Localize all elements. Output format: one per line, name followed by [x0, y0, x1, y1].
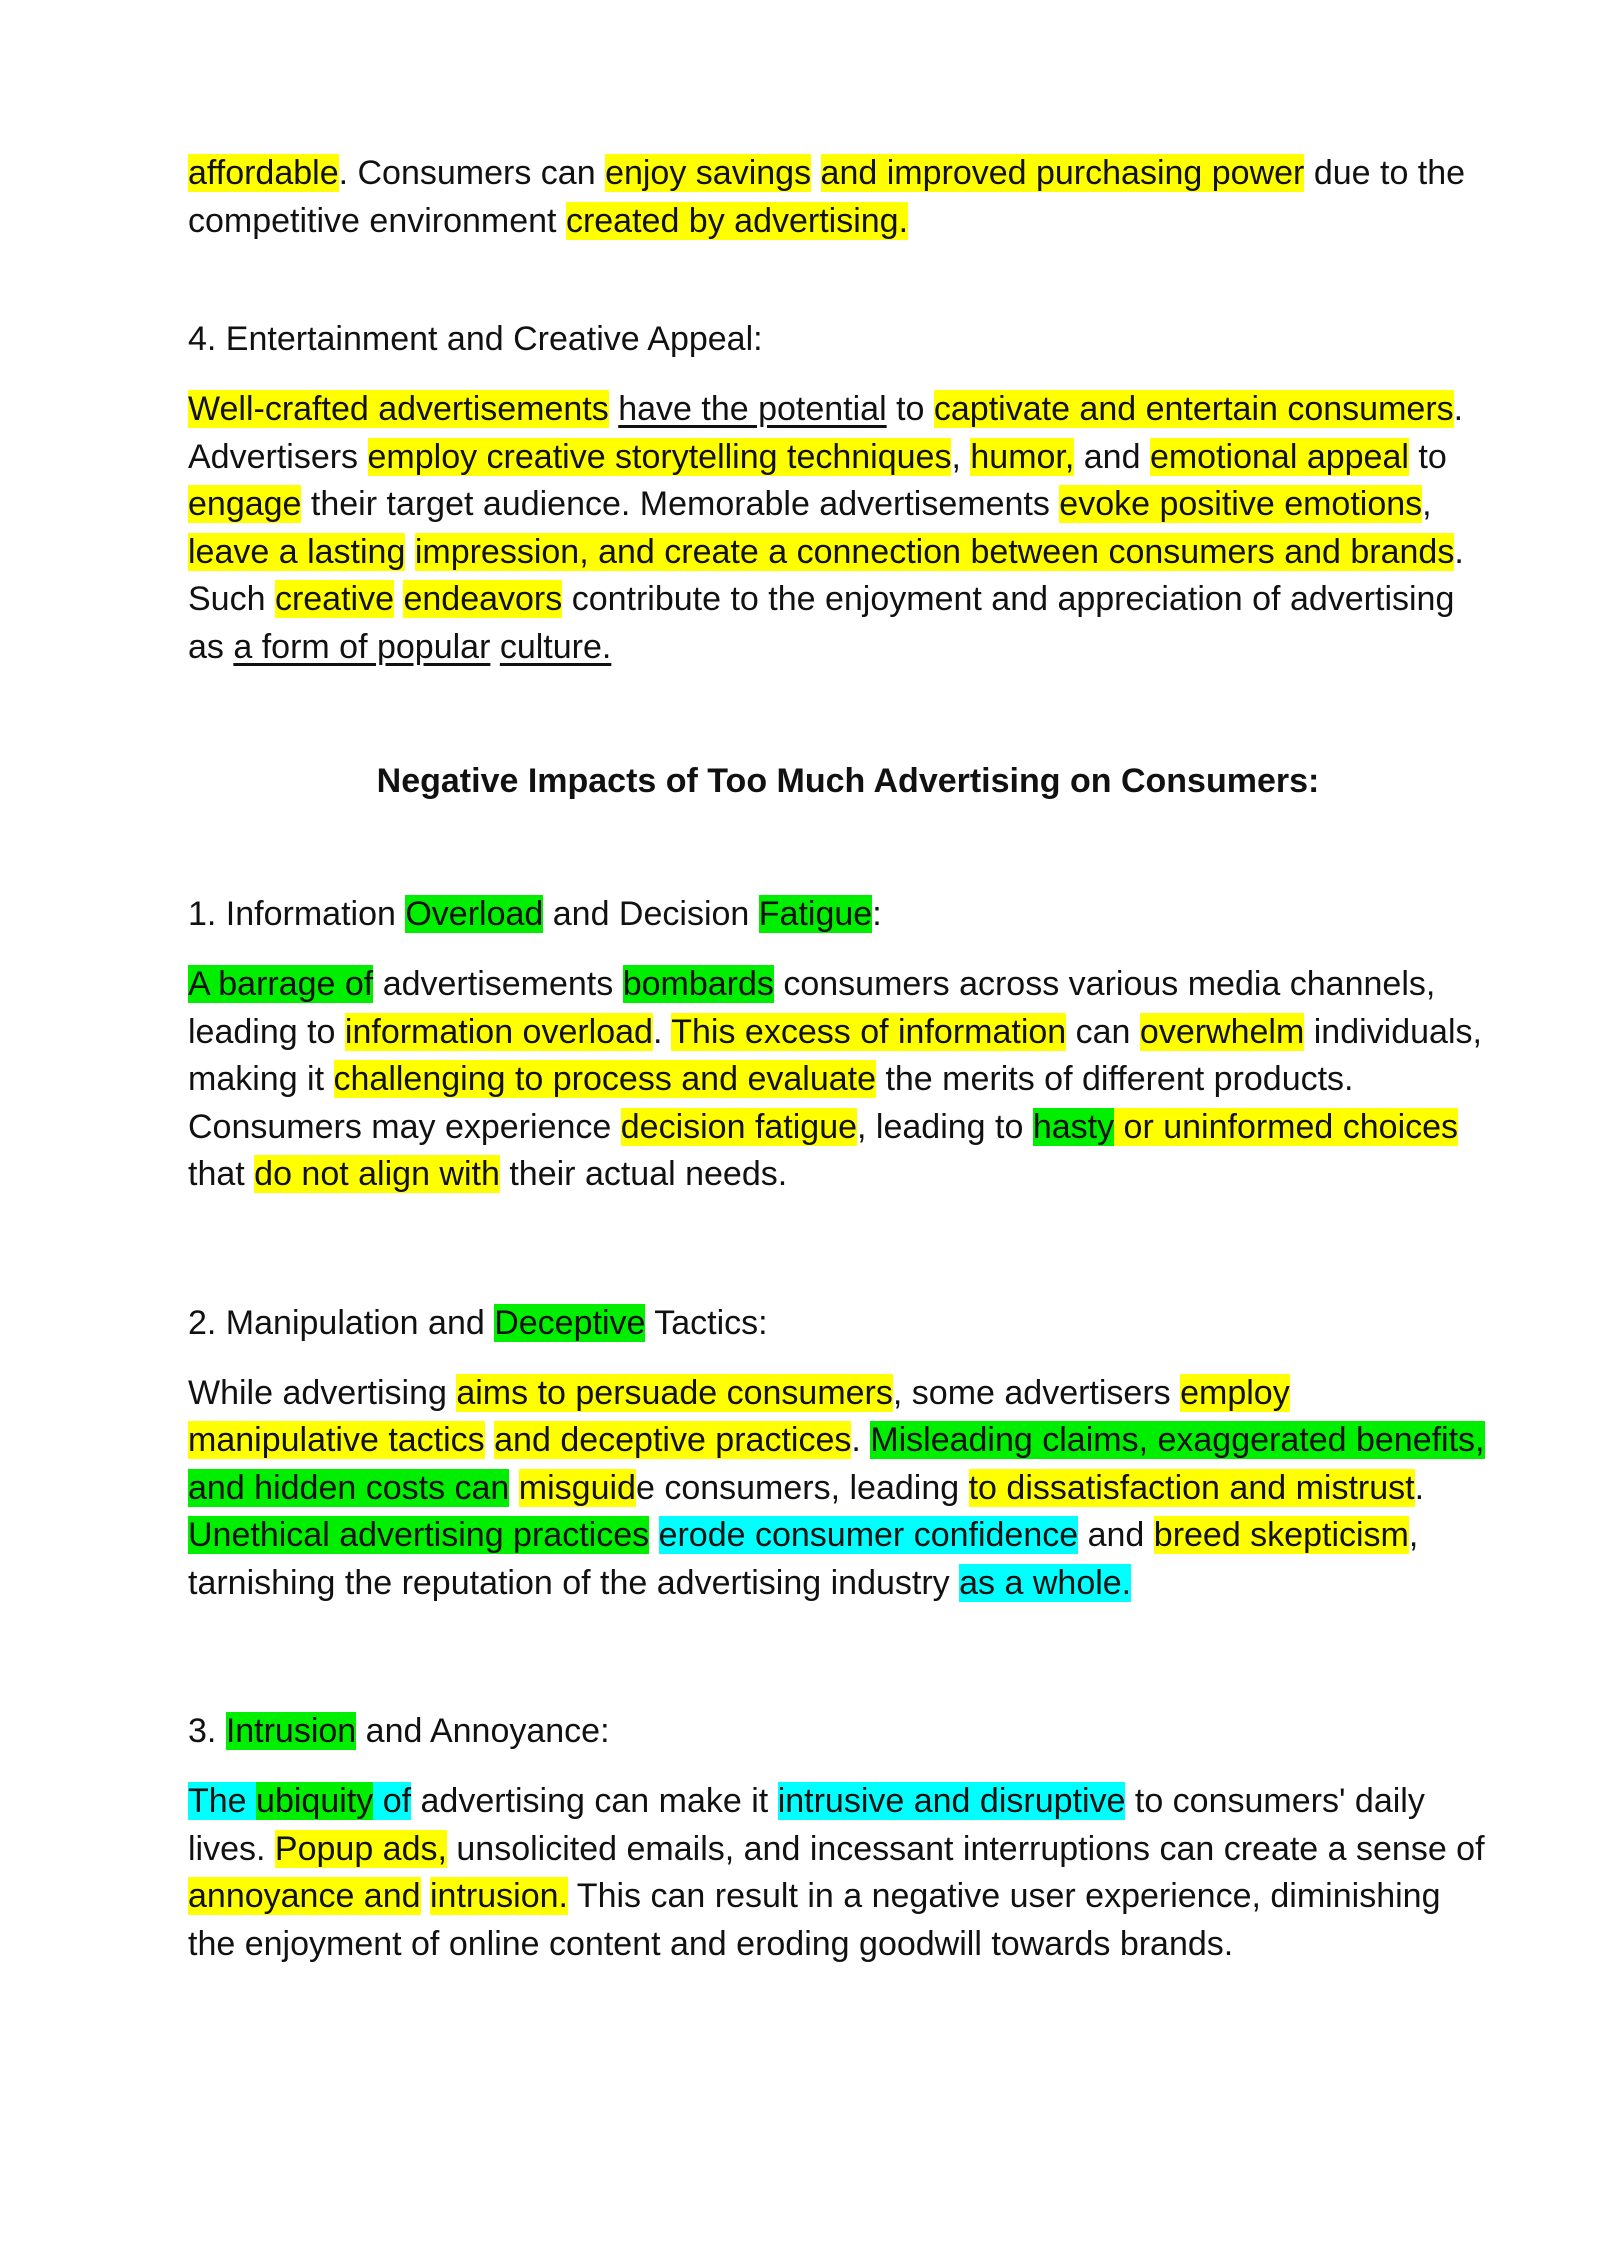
section4-paragraph — [188, 386, 1488, 671]
highlight-yellow: creative — [274, 580, 395, 618]
highlight-yellow: breed skepticism — [1153, 1516, 1409, 1554]
highlight-yellow: This excess of information — [671, 1012, 1067, 1051]
highlight-green: ubiquity — [256, 1782, 374, 1820]
section-heading-entertainment: 4. Entertainment and Creative Appeal: — [188, 320, 763, 358]
highlight-yellow: challenging to process and evaluate — [333, 1060, 876, 1098]
text-run: . Such — [188, 532, 1464, 618]
text-run: This can result in a negative user experience, diminishing the enjoyment of online content and eroding goodwill towards brands. — [188, 1877, 1441, 1963]
text-run — [485, 1421, 494, 1459]
text-run: 2. Manipulation and — [188, 1303, 495, 1342]
text-run: , — [951, 437, 971, 476]
highlight-yellow: overwhelm — [1139, 1012, 1305, 1051]
text-run: . — [652, 1012, 672, 1051]
highlight-cyan: intrusive and disruptive — [777, 1782, 1126, 1820]
text-run: to — [1408, 437, 1447, 476]
text-run: individuals, making it — [188, 1012, 1482, 1098]
text-run — [811, 154, 820, 192]
text-run: advertisements — [373, 965, 623, 1003]
highlight-cyan: erode consumer confidence — [658, 1516, 1079, 1554]
section-heading-information-overload — [188, 890, 1488, 939]
highlight-yellow: employ manipulative tactics — [188, 1373, 1290, 1459]
highlight-yellow: information overload — [344, 1012, 653, 1051]
highlight-green: Intrusion — [225, 1712, 357, 1750]
text-run: and — [1078, 1516, 1154, 1554]
highlight-green: A barrage of — [188, 965, 374, 1003]
highlight-yellow: emotional appeal — [1149, 437, 1409, 476]
highlight-yellow: misguid — [518, 1468, 636, 1507]
text-run: : — [872, 895, 882, 933]
highlight-yellow: Well-crafted advertisements — [188, 390, 609, 428]
underlined-text: a form of popular — [233, 627, 491, 666]
highlight-yellow: and improved purchasing power — [820, 154, 1305, 192]
neg3-paragraph — [188, 1778, 1488, 1968]
highlight-yellow: employ creative storytelling techniques — [367, 437, 952, 476]
text-run: unsolicited emails, and incessant interruptions can create a sense of — [446, 1829, 1485, 1868]
text-run: , some advertisers — [892, 1373, 1181, 1412]
text-run: advertising can make it — [411, 1782, 778, 1820]
highlight-yellow: aims to persuade consumers — [456, 1373, 893, 1412]
text-run: and Decision — [543, 895, 759, 933]
highlight-yellow: uninformed choices — [1163, 1107, 1459, 1146]
text-run: , leading to — [857, 1107, 1033, 1146]
text-run: to consumers' daily lives. — [188, 1782, 1425, 1868]
document-body — [188, 150, 1488, 1968]
highlight-green: Overload — [405, 895, 544, 933]
highlight-green: Misleading claims, exaggerated benefits, and hidden costs can — [188, 1421, 1485, 1507]
underlined-text: have the potential — [618, 390, 887, 428]
highlight-yellow: created by advertising. — [565, 201, 909, 240]
text-run: e consumers, leading — [635, 1468, 969, 1507]
highlight-yellow: evoke positive emotions — [1059, 485, 1423, 523]
text-run: . Advertisers — [188, 390, 1464, 476]
highlight-yellow: enjoy savings — [605, 154, 812, 192]
highlight-cyan: The — [188, 1782, 257, 1820]
text-run — [405, 533, 414, 571]
highlight-cyan: of — [373, 1782, 412, 1820]
section-heading-intrusion — [188, 1707, 1488, 1756]
highlight-yellow: captivate and entertain consumers — [933, 390, 1454, 428]
highlight-yellow: impression, and create a connection between consumers and brands — [414, 532, 1455, 571]
text-run — [509, 1469, 518, 1507]
highlight-yellow: Popup ads, — [274, 1829, 447, 1868]
text-run: the merits of different products. Consumers may experience — [188, 1060, 1354, 1146]
text-run: contribute to the enjoyment and appreciation of advertising as — [188, 580, 1455, 666]
neg2-paragraph — [188, 1370, 1488, 1608]
highlight-yellow: or — [1114, 1107, 1164, 1146]
text-run: , tarnishing the reputation of the advertising industry — [188, 1516, 1419, 1602]
highlight-green: Deceptive — [494, 1303, 646, 1342]
underlined-text: culture. — [499, 627, 612, 666]
text-run: , — [1422, 485, 1432, 523]
section-heading-manipulation — [188, 1299, 1488, 1348]
highlight-yellow: and deceptive practices — [494, 1421, 852, 1459]
text-run: . — [1414, 1468, 1425, 1507]
text-run — [421, 1877, 430, 1915]
highlight-yellow: affordable — [188, 154, 339, 192]
text-run: their actual needs. — [499, 1155, 788, 1193]
text-run: Tactics: — [645, 1303, 768, 1342]
highlight-yellow: endeavors — [403, 580, 563, 618]
highlight-yellow: humor, — [970, 437, 1075, 476]
text-run — [609, 390, 618, 428]
text-run: their target audience. Memorable advertisements — [301, 485, 1060, 523]
neg1-paragraph — [188, 961, 1488, 1199]
text-run: 3. — [188, 1712, 226, 1750]
highlight-yellow: annoyance and — [188, 1877, 421, 1915]
text-run: due to the competitive environment — [188, 154, 1466, 240]
text-run: can — [1066, 1012, 1140, 1051]
highlight-green: bombards — [622, 965, 774, 1003]
text-run: that — [188, 1155, 255, 1193]
highlight-yellow: leave a lasting — [188, 532, 406, 571]
highlight-yellow: decision fatigue — [620, 1107, 858, 1146]
highlight-yellow: engage — [188, 485, 302, 523]
text-run — [490, 628, 499, 666]
negative-impacts-title: Negative Impacts of Too Much Advertising on Consumers: — [376, 762, 1320, 800]
highlight-yellow: intrusion. — [430, 1877, 568, 1915]
highlight-green: Fatigue — [758, 895, 873, 933]
highlight-green: hasty — [1032, 1107, 1115, 1146]
intro-paragraph — [188, 150, 1488, 245]
highlight-yellow: do not align with — [254, 1155, 500, 1193]
text-run: consumers across various media channels, leading to — [188, 965, 1436, 1051]
highlight-cyan: as a whole. — [959, 1563, 1132, 1602]
text-run: 1. Information — [188, 895, 406, 933]
text-run: to — [886, 390, 934, 428]
text-run: and Annoyance: — [356, 1712, 610, 1750]
highlight-yellow: to dissatisfaction and mistrust — [968, 1468, 1415, 1507]
text-run: . — [851, 1421, 871, 1459]
text-run: . Consumers can — [338, 154, 606, 192]
text-run: While advertising — [188, 1373, 457, 1412]
highlight-green: Unethical advertising practices — [188, 1516, 650, 1554]
text-run — [649, 1516, 658, 1554]
text-run: and — [1074, 437, 1150, 476]
